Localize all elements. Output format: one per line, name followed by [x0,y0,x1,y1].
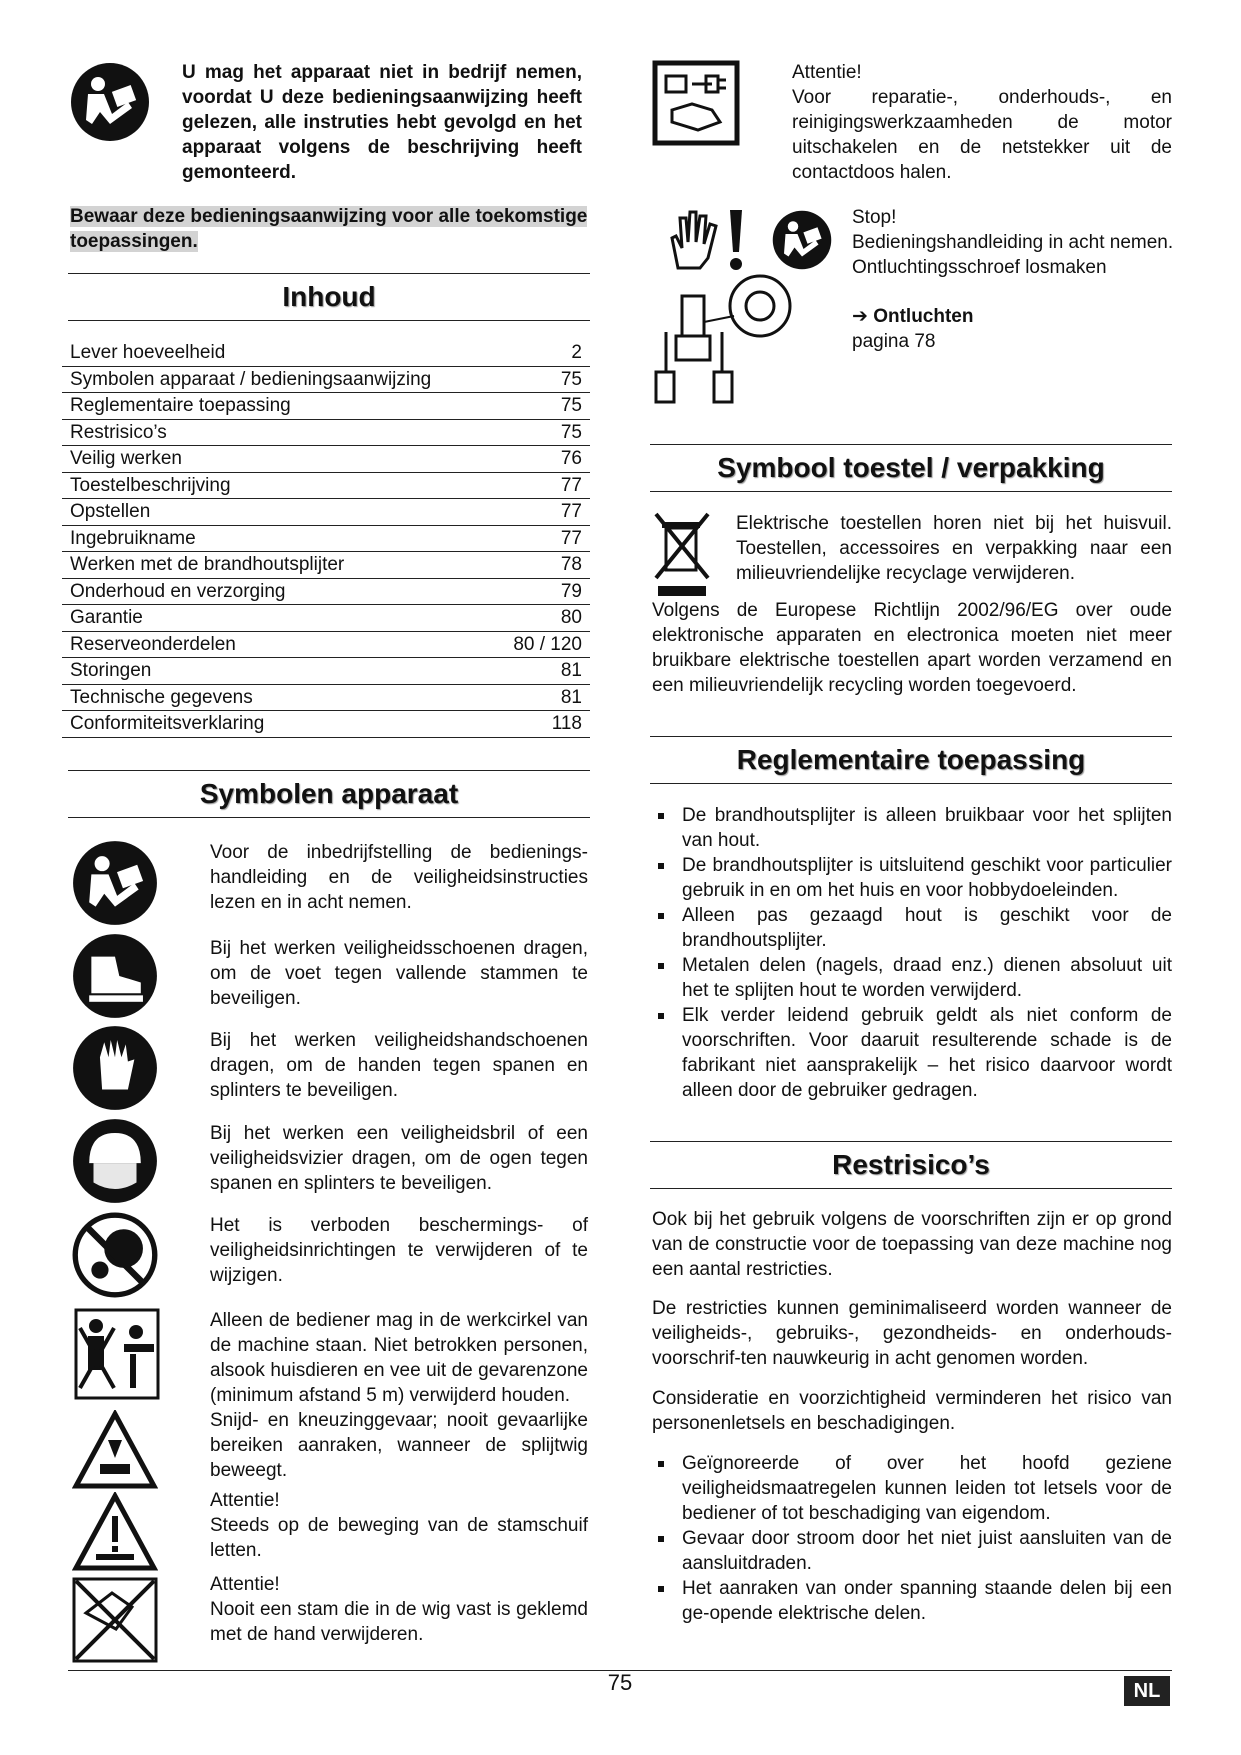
safety-shoes-icon [72,933,158,1019]
toc-row[interactable] [62,658,590,685]
symbol-text-7: Snijd- en kneuzinggevaar; nooit gevaarlijke bereiken aanraken, wanneer de splijtwig beweegt. [210,1410,588,1481]
page-number: 75 [607,1670,633,1695]
toc-page: 79 [560,580,582,602]
intro-keep: Bewaar deze bedieningsaanwijzing voor alle toekomstige toepassingen. [70,206,588,252]
symbol-text-3: Bij het werken veiligheidshandschoenen dragen, om de handen tegen spanen en splinters te beveiligen. [210,1030,588,1101]
toc-page: 75 [560,368,582,390]
symbol-text-9: Nooit een stam die in de wig vast is geklemd met de hand verwijderen. [210,1599,588,1645]
toc-row[interactable] [62,446,590,473]
symbol-text-6: Alleen de bediener mag in de werkcirkel van de machine staan. Niet betrokken personen, alsook huisdieren en vee uit de gevarenzone (minimum afstand 5 m) verwijderd houden. [210,1310,588,1406]
toc-page: 75 [560,395,582,416]
list-item: Gevaar door stroom door het niet juist aansluiten van de aansluitdraden. [652,1526,1172,1576]
toc-label: Restrisico’s [70,421,167,443]
toc-row[interactable] [62,473,590,500]
toc-label: Veilig werken [70,448,182,469]
residual-p3: Consideratie en voorzichtigheid verminderen het risico van personenletsels en beschadigingen. [652,1388,1172,1434]
toc-label: Reserveonderdelen [70,633,236,655]
toc-row[interactable] [62,499,590,526]
residual-list [652,1451,1172,1626]
toc-label: Symbolen apparaat / bedieningsaanwijzing [70,368,432,390]
packaging-text-1: Elektrische toestellen horen niet bij het huisvuil. Toestellen, accessoires en verpakking naar een milieuvriendelijke recyclage verwijderen. [736,513,1172,584]
vent-screw-machine-icon [652,272,802,406]
symbols-title: Symbolen apparaat [68,770,590,818]
symbol-text-1: Voor de inbedrijfstelling de bedienings-handleiding en de veiligheidsinstructies lezen en in acht nemen. [210,842,588,913]
toc-row[interactable] [62,685,590,712]
toc-page: 77 [560,501,582,522]
toc-page: 75 [560,421,582,443]
toc-list [62,340,590,738]
toc-label: Garantie [70,607,143,628]
residual-p2: De restricties kunnen geminimaliseerd worden wanneer de veiligheids-, gebruiks-, gezondheids- en onderhouds-voorschrif-ten nauwkeurig in acht genomen worden. [652,1298,1172,1369]
symbol-attention-2: Attentie! [210,1574,280,1595]
toc-label: Werken met de brandhoutsplijter [70,554,345,575]
toc-page: 78 [560,554,582,575]
read-manual-icon [70,62,150,142]
vent-link[interactable]: ➔ Ontluchten [852,306,974,327]
read-manual-icon [72,840,158,926]
toc-row[interactable] [62,552,590,579]
toc-row[interactable] [62,711,590,738]
symbol-text-2: Bij het werken veiligheidsschoenen dragen, om de voet tegen vallende stammen te beveiligen. [210,938,588,1009]
toc-row[interactable] [62,393,590,420]
list-item: De brandhoutsplijter is alleen bruikbaar voor het splijten van hout. [652,803,1172,853]
symbol-text-8: Steeds op de beweging van de stamschuif letten. [210,1515,588,1561]
toc-label: Technische gegevens [70,686,253,708]
toc-row[interactable] [62,367,590,394]
symbol-attention-1: Attentie! [210,1490,280,1511]
no-guard-removal-icon [72,1212,158,1298]
stop-hand-icon [660,208,722,272]
toc-row[interactable] [62,340,590,367]
toc-page: 76 [560,448,582,469]
toc-page: 81 [560,686,582,708]
list-item: De brandhoutsplijter is uitsluitend geschikt voor particulier gebruik in en om het huis en voor hobbydoeleinden. [652,853,1172,903]
crush-warning-icon [72,1410,158,1490]
residual-p1: Ook bij het gebruik volgens de voorschriften zijn er op grond van de constructie voor de toepassing van deze machine nog een aantal restricties. [652,1209,1172,1280]
toc-page: 77 [560,474,582,496]
safety-gloves-icon [72,1025,158,1111]
residual-title: Restrisico’s [650,1141,1172,1189]
unplug-before-maintenance-icon [652,60,740,146]
keep-distance-icon [74,1308,160,1400]
list-item: Geïgnoreerde of over het hoofd geziene veiligheidsmaatregelen kunnen leiden tot letsels voor de bediener of tot beschadiging van eigendom. [652,1451,1172,1526]
right-attention-text: Voor reparatie-, onderhouds-, en reinigingswerkzaamheden de motor uitschakelen en de netstekker uit de contactdoos halen. [792,87,1172,183]
list-item: Alleen pas gezaagd hout is geschikt voor de brandhoutsplijter. [652,903,1172,953]
list-item: Elk verder leidend gebruik geldt als niet conform de voorschriften. Voor daaruit resulterende schade is de fabrikant niet aansprakelijk – het risico daarvoor wordt alleen door de gebruiker gedragen. [652,1003,1172,1103]
toc-page: 81 [560,660,582,681]
intended-use-list [652,803,1172,1103]
exclamation-icon [724,208,748,272]
toc-page: 118 [551,713,582,734]
toc-label: Lever hoeveelheid [70,342,226,363]
toc-page: 80 [560,607,582,628]
toc-label: Onderhoud en verzorging [70,580,286,602]
toc-label: Conformiteitsverklaring [70,713,265,734]
language-badge: NL [1124,1676,1170,1706]
toc-label: Opstellen [70,501,151,522]
packaging-title: Symbool toestel / verpakking [650,444,1172,492]
weee-bin-icon [654,510,710,600]
stop-line-2: Ontluchtingsschroef losmaken [852,257,1107,278]
intro-warning: U mag het apparaat niet in bedrijf nemen, voordat U deze bedieningsaanwijzing heeft gelezen, alle instruties hebt gevolgd en het apparaat volgens de beschrijving heeft gemonteerd. [182,62,582,183]
toc-row[interactable] [62,579,590,606]
read-manual-icon [772,210,832,270]
no-hand-removal-icon [72,1577,158,1663]
vent-page: pagina 78 [852,331,936,352]
packaging-text-2: Volgens de Europese Richtlijn 2002/96/EG over oude elektronische apparaten en electronica moeten niet meer bruikbare elektrische toestellen apart worden verzamend en een milieuvriendelijk recycling worden toegevoerd. [652,600,1172,696]
list-item: Het aanraken van onder spanning staande delen bij een ge-opende elektrische delen. [652,1576,1172,1626]
stop-title: Stop! [852,207,897,228]
right-attention-title: Attentie! [792,62,862,83]
toc-label: Toestelbeschrijving [70,474,231,496]
toc-page: 2 [571,342,582,363]
toc-row[interactable] [62,632,590,659]
toc-row[interactable] [62,605,590,632]
intended-use-title: Reglementaire toepassing [650,736,1172,784]
symbol-text-4: Bij het werken een veiligheidsbril of een veiligheidsvizier dragen, om de ogen tegen spanen en splinters te beveiligen. [210,1123,588,1194]
toc-label: Reglementaire toepassing [70,395,291,416]
list-item: Metalen delen (nagels, draad enz.) dienen absoluut uit het te splijten hout te worden verwijderd. [652,953,1172,1003]
toc-row[interactable] [62,526,590,553]
toc-label: Ingebruikname [70,527,196,549]
stop-line-1: Bedieningshandleiding in acht nemen. [852,232,1174,253]
toc-page: 80 / 120 [513,633,582,655]
toc-title: Inhoud [68,273,590,321]
attention-warning-icon [72,1492,158,1572]
face-shield-icon [72,1118,158,1204]
arrow-right-icon: ➔ [852,306,874,327]
symbol-text-5: Het is verboden beschermings- of veiligheidsinrichtingen te verwijderen of te wijzigen. [210,1215,588,1286]
toc-page: 77 [560,527,582,549]
toc-label: Storingen [70,660,152,681]
toc-row[interactable] [62,420,590,447]
